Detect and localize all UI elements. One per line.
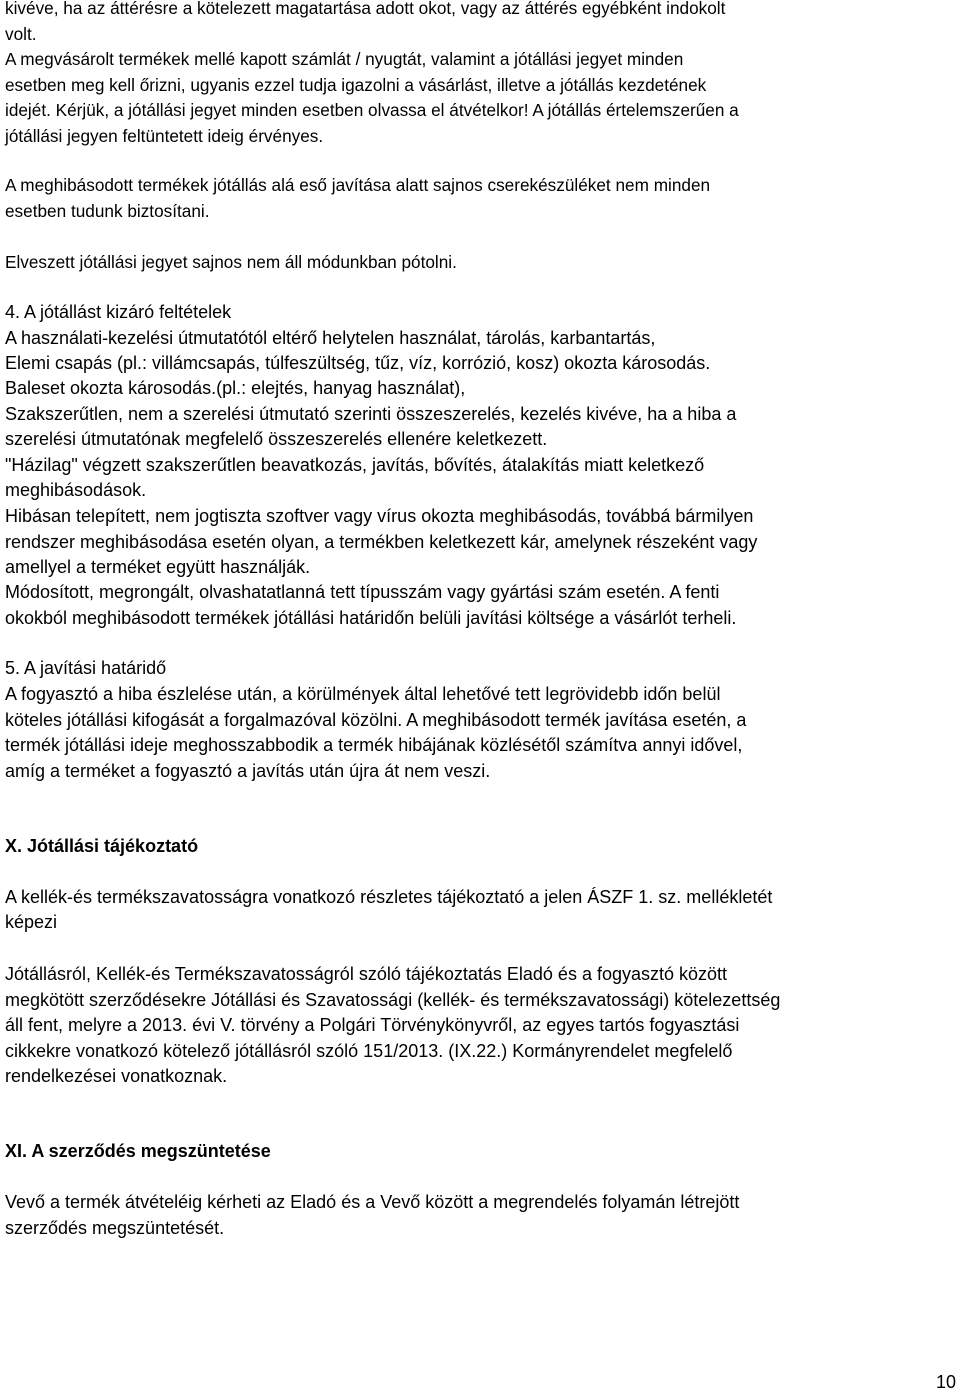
text-line: áll fent, melyre a 2013. évi V. törvény a Polgári Törvénykönyvről, az egyes tartós fogyasztási: [5, 1015, 740, 1035]
text-line: szerződés megszüntetését.: [5, 1218, 225, 1238]
text-line: okokból meghibásodott termékek jótállási határidőn belüli javítási költsége a vásárlót terheli.: [5, 608, 737, 628]
text-line: esetben tudunk biztosítani.: [5, 201, 210, 221]
text-line: Vevő a termék átvételéig kérheti az Eladó és a Vevő között a megrendelés folyamán létrejött: [5, 1192, 740, 1212]
section-heading: 4. A jótállást kizáró feltételek: [5, 302, 232, 322]
text-line: amellyel a terméket együtt használják.: [5, 557, 311, 577]
text-line: Elemi csapás (pl.: villámcsapás, túlfeszültség, tűz, víz, korrózió, kosz) okozta károsodás.: [5, 353, 711, 373]
text-line: amíg a terméket a fogyasztó a javítás után újra át nem veszi.: [5, 761, 491, 781]
text-line: Módosított, megrongált, olvashatatlanná tett típusszám vagy gyártási szám esetén. A fenti: [5, 582, 720, 602]
text-line: Jótállásról, Kellék-és Termékszavatosságról szóló tájékoztatás Eladó és a fogyasztó között: [5, 964, 728, 984]
text-line: rendszer meghibásodása esetén olyan, a termékben keletkezett kár, amelynek részeként vagy: [5, 532, 758, 552]
text-line: megkötött szerződésekre Jótállási és Szavatossági (kellék- és termékszavatossági) kötelezettség: [5, 990, 781, 1010]
text-line: A kellék-és termékszavatosságra vonatkozó részletes tájékoztató a jelen ÁSZF 1. sz. mellékletét: [5, 887, 773, 907]
text-line: idejét. Kérjük, a jótállási jegyet minden esetben olvassa el átvételkor! A jótállás értelemszerűen a: [5, 100, 739, 120]
text-line: termék jótállási ideje meghosszabbodik a termék hibájának közlésétől számítva annyi idővel,: [5, 735, 743, 755]
text-line: rendelkezései vonatkoznak.: [5, 1066, 228, 1086]
text-line: meghibásodások.: [5, 480, 147, 500]
section-heading: 5. A javítási határidő: [5, 658, 167, 678]
section-heading: X. Jótállási tájékoztató: [5, 836, 199, 856]
text-line: Szakszerűtlen, nem a szerelési útmutató szerinti összeszerelés, kezelés kivéve, ha a hiba a: [5, 404, 737, 424]
text-line: "Házilag" végzett szakszerűtlen beavatkozás, javítás, bővítés, átalakítás miatt keletkező: [5, 455, 705, 475]
text-line: kivéve, ha az áttérésre a kötelezett magatartása adott okot, vagy az áttérés egyébként indokolt: [5, 0, 726, 18]
text-line: A meghibásodott termékek jótállás alá eső javítása alatt sajnos cserekészüléket nem minden: [5, 175, 711, 195]
section-heading: XI. A szerződés megszüntetése: [5, 1141, 271, 1161]
text-line: A használati-kezelési útmutatótól eltérő helytelen használat, tárolás, karbantartás,: [5, 328, 656, 348]
text-line: jótállási jegyen feltüntetett ideig érvényes.: [5, 126, 324, 146]
text-line: Hibásan telepített, nem jogtiszta szoftver vagy vírus okozta meghibásodás, továbbá bármilyen: [5, 506, 754, 526]
text-line: cikkekre vonatkozó kötelező jótállásról szóló 151/2013. (IX.22.) Kormányrendelet megfelelő: [5, 1041, 733, 1061]
text-line: A fogyasztó a hiba észlelése után, a körülmények által lehetővé tett legrövidebb időn belül: [5, 684, 721, 704]
text-line: Baleset okozta károsodás.(pl.: elejtés, hanyag használat),: [5, 378, 466, 398]
text-line: A megvásárolt termékek mellé kapott számlát / nyugtát, valamint a jótállási jegyet minden: [5, 49, 684, 69]
text-line: szerelési útmutatónak megfelelő összeszerelés ellenére keletkezett.: [5, 429, 548, 449]
text-line: Elveszett jótállási jegyet sajnos nem áll módunkban pótolni.: [5, 252, 457, 272]
page-number: 10: [935, 1372, 956, 1392]
text-line: képezi: [5, 912, 58, 932]
text-line: esetben meg kell őrizni, ugyanis ezzel tudja igazolni a vásárlást, illetve a jótállás kezdetének: [5, 75, 707, 95]
text-line: volt.: [5, 24, 37, 44]
text-line: köteles jótállási kifogását a forgalmazóval közölni. A meghibásodott termék javítása esetén, a: [5, 710, 747, 730]
